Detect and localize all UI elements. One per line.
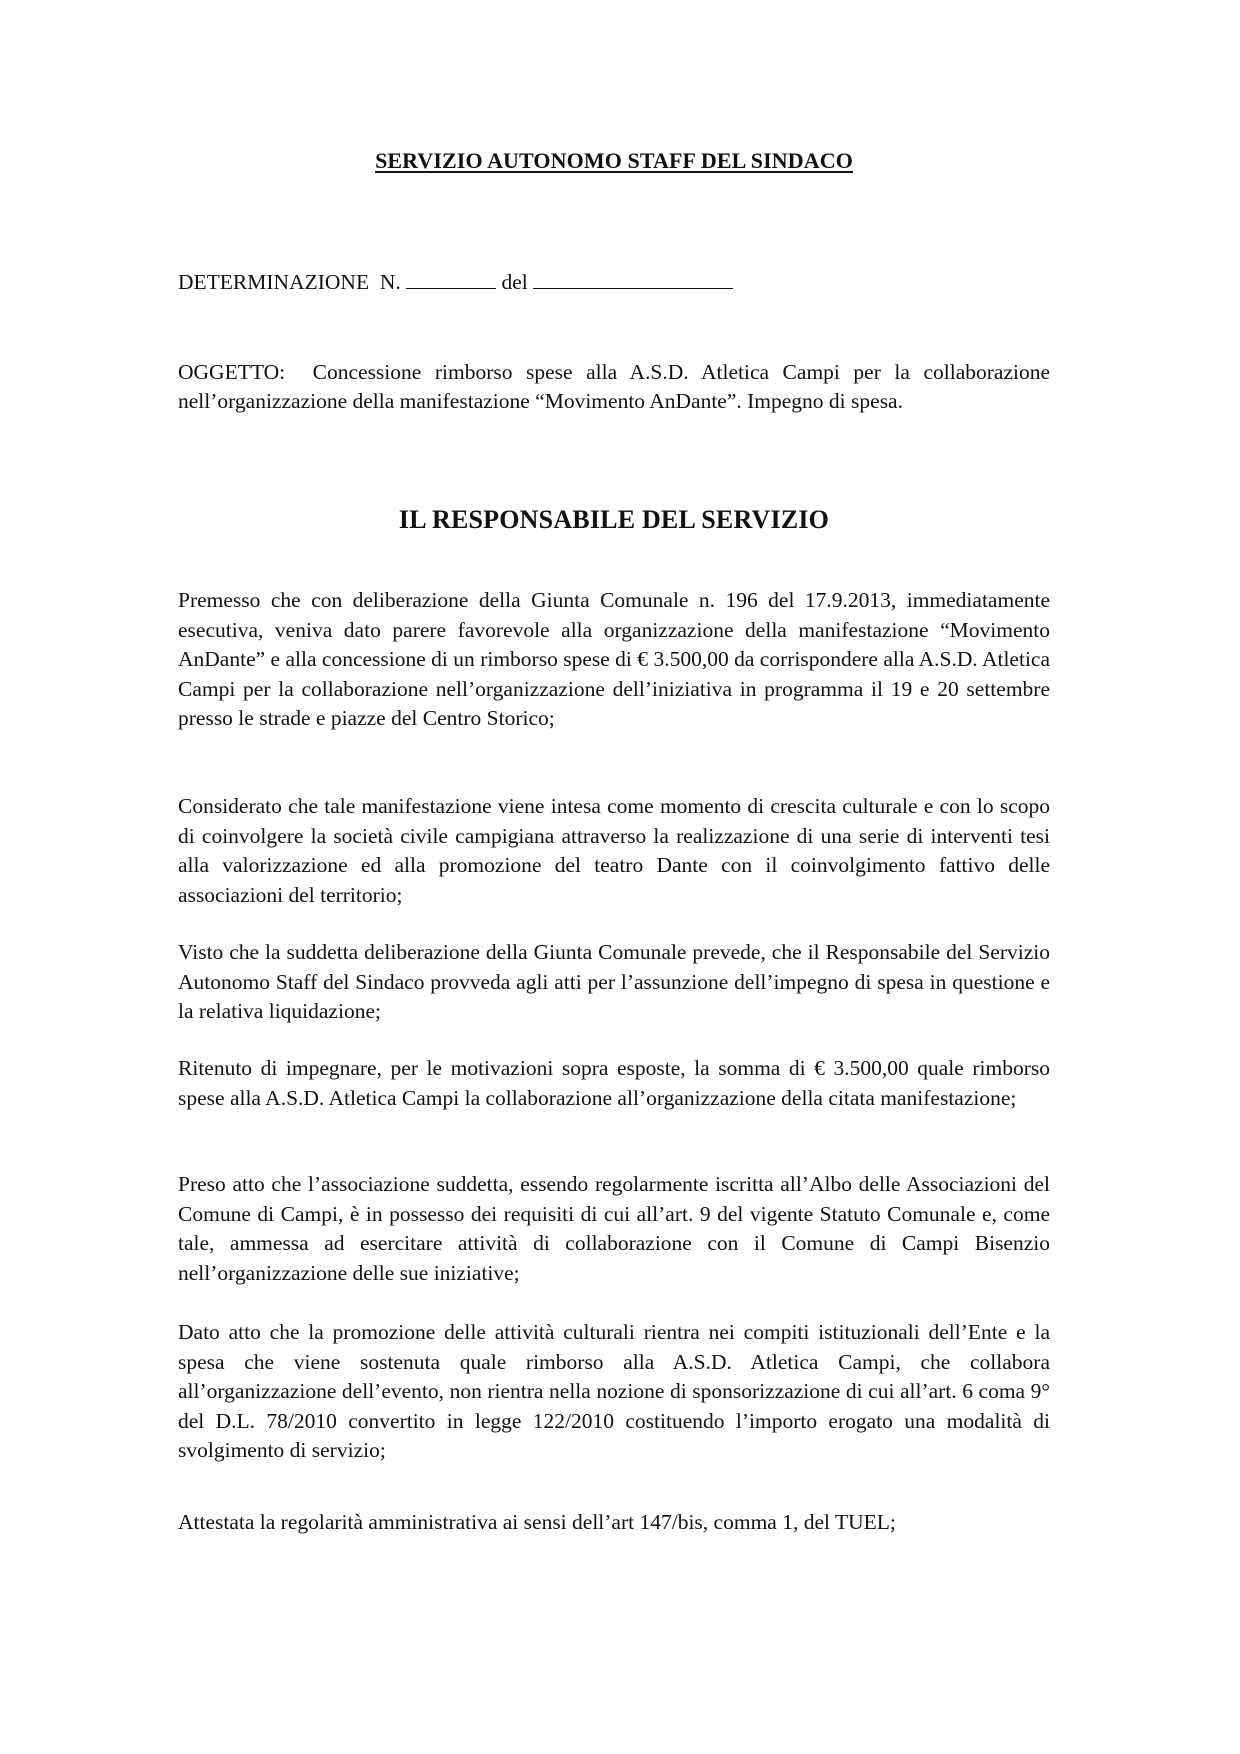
paragraph-preso-atto: Preso atto che l’associazione suddetta, essendo regolarmente iscritta all’Albo delle Associazioni del Comune di Campi, è in possesso dei requisiti di cui all’art. 9 del vigente Statuto Comunale e, come tale, ammessa ad esercitare attività di collaborazione con il Comune di Campi Bisenzio nell’organizzazione delle sue iniziative; [178, 1172, 1050, 1285]
paragraph-considerato: Considerato che tale manifestazione viene intesa come momento di crescita culturale e con lo scopo di coinvolgere la società civile campigiana attraverso la realizzazione di una serie di interventi tesi alla valorizzazione ed alla promozione del teatro Dante con il coinvolgimento fattivo delle associazioni del territorio; [178, 794, 1050, 907]
office-header-title: SERVIZIO AUTONOMO STAFF DEL SINDACO [375, 148, 853, 173]
oggetto-block [178, 358, 1050, 416]
paragraph-premesso: Premesso che con deliberazione della Giunta Comunale n. 196 del 17.9.2013, immediatamente esecutiva, veniva dato parere favorevole alla organizzazione della manifestazione “Movimento AnDante” e alla concessione di un rimborso spese di € 3.500,00 da corrispondere alla A.S.D. Atletica Campi per la collaborazione nell’organizzazione dell’iniziativa in programma il 19 e 20 settembre presso le strade e piazze del Centro Storico; [178, 588, 1050, 731]
determinazione-date-blank [533, 270, 733, 289]
determinazione-del-label: del [501, 270, 528, 294]
determinazione-label: DETERMINAZIONE N. [178, 270, 401, 294]
paragraph-dato-atto: Dato atto che la promozione delle attività culturali rientra nei compiti istituzionali dell’Ente e la spesa che viene sostenuta quale rimborso alla A.S.D. Atletica Campi, che collabora all’organizzazione dell’evento, non rientra nella nozione di sponsorizzazione di cui all’art. 6 coma 9° del D.L. 78/2010 convertito in legge 122/2010 costituendo l’importo erogato una modalità di svolgimento di servizio; [178, 1320, 1050, 1463]
paragraph-visto: Visto che la suddetta deliberazione della Giunta Comunale prevede, che il Responsabile del Servizio Autonomo Staff del Sindaco provveda agli atti per l’assunzione dell’impegno di spesa in questione e la relativa liquidazione; [178, 940, 1050, 1024]
responsabile-heading: IL RESPONSABILE DEL SERVIZIO [398, 505, 830, 534]
determinazione-line [178, 270, 733, 295]
paragraph-attestata: Attestata la regolarità amministrativa ai sensi dell’art 147/bis, comma 1, del TUEL; [178, 1510, 896, 1534]
oggetto-label: OGGETTO: [178, 360, 286, 384]
oggetto-text: Concessione rimborso spese alla A.S.D. Atletica Campi per la collaborazione nell’organizzazione della manifestazione “Movimento AnDante”. Impegno di spesa. [178, 360, 1050, 413]
paragraph-ritenuto: Ritenuto di impegnare, per le motivazioni sopra esposte, la somma di € 3.500,00 quale rimborso spese alla A.S.D. Atletica Campi la collaborazione all’organizzazione della citata manifestazione; [178, 1056, 1050, 1110]
determinazione-number-blank [406, 270, 496, 289]
